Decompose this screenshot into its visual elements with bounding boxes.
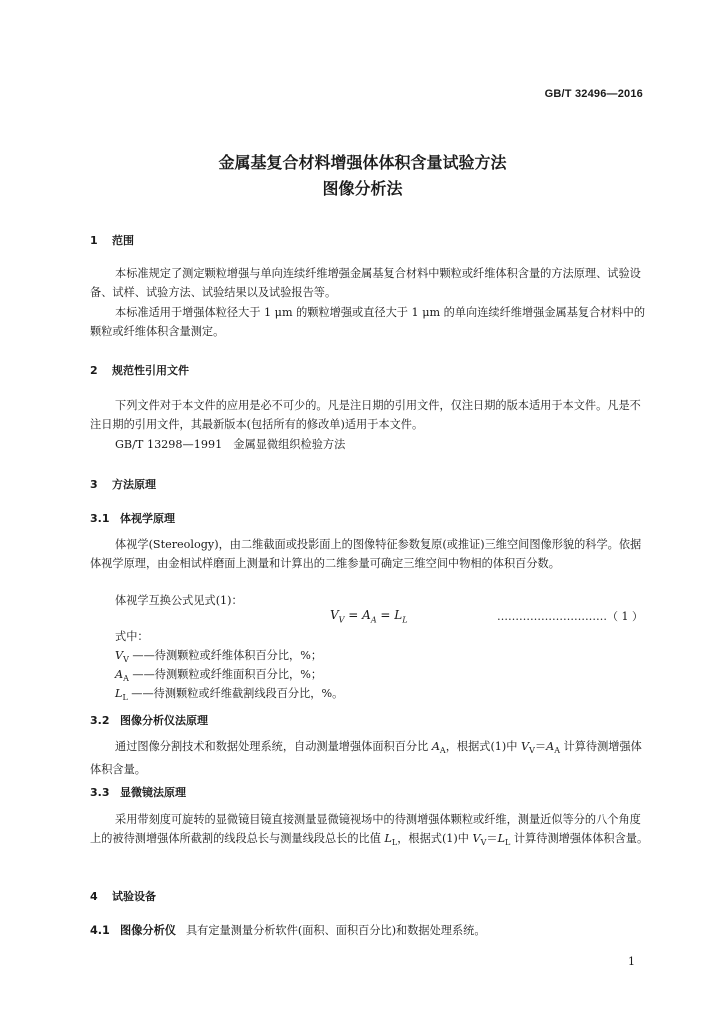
section-1-paragraph-2: 本标准适用于增强体粒径大于 1 μm 的颗粒增强或直径大于 1 μm 的单向连续纤维增强金属基复合材料中的颗粒或纤维体积含量测定。 xyxy=(90,306,646,338)
standard-number: GB/T 32496—2016 xyxy=(544,88,643,100)
section-4-1-text: 具有定量测量分析软件(面积、面积百分比)和数据处理系统。 xyxy=(185,924,486,937)
definition-ll: $L_L$ ——待测颗粒或纤维截割线段百分比，%。 xyxy=(115,687,344,703)
section-3-1-paragraph-2: 体视学互换公式见式(1)： xyxy=(115,594,243,607)
section-number: 2 xyxy=(90,364,98,377)
section-number: 3.2 xyxy=(90,714,110,727)
section-3-3-heading xyxy=(90,784,186,800)
normative-reference: GB/T 13298—1991 金属显微组织检验方法 xyxy=(115,438,346,451)
section-1-heading xyxy=(90,232,134,248)
section-number: 1 xyxy=(90,234,98,247)
section-title: 图像分析仪 xyxy=(120,924,176,937)
section-number: 3 xyxy=(90,478,98,491)
section-title: 范围 xyxy=(112,234,134,247)
section-title: 方法原理 xyxy=(112,478,156,491)
stereology-formula: $V_V = A_A = L_L$ xyxy=(330,608,408,625)
section-2-paragraph-1: 下列文件对于本文件的应用是必不可少的。凡是注日期的引用文件，仅注日期的版本适用于本文件。凡是不注日期的引用文件，其最新版本(包括所有的修改单)适用于本文件。 xyxy=(90,399,641,431)
section-title: 图像分析仪法原理 xyxy=(120,714,208,727)
section-title: 体视学原理 xyxy=(120,512,175,525)
section-number: 4 xyxy=(90,890,98,903)
section-number: 4.1 xyxy=(90,924,110,937)
section-4-heading xyxy=(90,888,156,904)
equation-number: …………………………（ 1 ） xyxy=(497,610,643,623)
page-number: 1 xyxy=(628,955,635,968)
definition-vv: $V_V$ ——待测颗粒或纤维体积百分比，%； xyxy=(115,649,323,665)
section-1-paragraph-1: 本标准规定了测定颗粒增强与单向连续纤维增强金属基复合材料中颗粒或纤维体积含量的方法原理、试验设备、试样、试验方法、试验结果以及试验报告等。 xyxy=(90,267,641,299)
document-title-line1: 金属基复合材料增强体体积含量试验方法 xyxy=(218,153,507,172)
section-3-1-heading xyxy=(90,510,175,526)
section-3-2-paragraph-1: 通过图像分割技术和数据处理系统，自动测量增强体面积百分比 $A_A$，根据式(1)中 $V_V=A_A$ 计算待测增强体体积含量。 xyxy=(90,740,642,777)
document-title-line2: 图像分析法 xyxy=(322,179,403,198)
where-label: 式中： xyxy=(115,630,149,643)
section-3-2-heading xyxy=(90,712,208,728)
section-3-1-paragraph-1: 体视学(Stereology)，由二维截面或投影面上的图像特征参数复原(或推证)三维空间图像形貌的科学。依据体视学原理，由金相试样磨面上测量和计算出的二维参量可确定三维空间中物相的体积百分数。 xyxy=(90,538,642,570)
section-number: 3.1 xyxy=(90,512,110,525)
section-title: 规范性引用文件 xyxy=(112,364,189,377)
section-title: 显微镜法原理 xyxy=(120,786,186,799)
definition-aa: $A_A$ ——待测颗粒或纤维面积百分比，%； xyxy=(115,668,323,684)
section-4-1-line xyxy=(90,922,486,938)
section-title: 试验设备 xyxy=(112,890,156,903)
section-number: 3.3 xyxy=(90,786,110,799)
section-3-3-paragraph-1: 采用带刻度可旋转的显微镜目镜直接测量显微镜视场中的待测增强体颗粒或纤维，测量近似等分的八个角度上的被待测增强体所截割的线段总长与测量线段总长的比值 $L_L$，根据式(1)中 $V_V=L_L$ 计算待测增强体体积含量。 xyxy=(90,813,649,848)
section-2-heading xyxy=(90,362,189,378)
section-3-heading xyxy=(90,476,156,492)
